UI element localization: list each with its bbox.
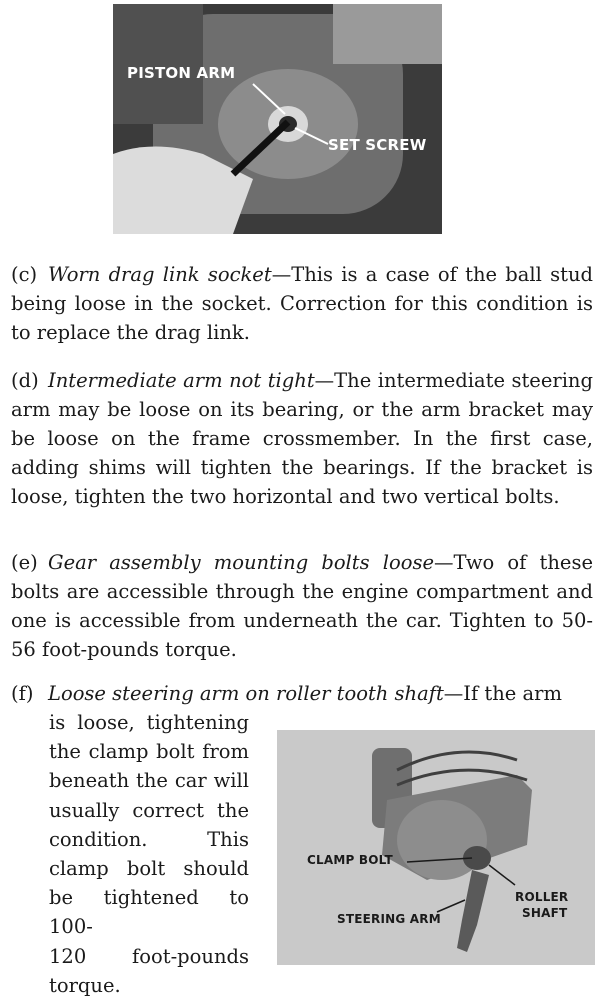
paragraph-f-heading-line: [11, 679, 593, 708]
paragraph-f-body: [49, 708, 249, 1000]
body-line: 120 foot-pounds: [49, 944, 249, 968]
paragraph-text: —If the arm: [443, 682, 562, 705]
body-line: beneath the car will: [49, 769, 249, 793]
paragraph-tag: (d): [11, 369, 39, 392]
photo-illustration: [113, 4, 442, 234]
paragraph-heading: Loose steering arm on roller tooth shaft: [48, 682, 444, 705]
paragraph-text: —This is a case of the ball stud being loose in the socket. Correction for this condition is to replace the drag link.: [11, 263, 593, 344]
photo-steering-gear-assembly: [277, 730, 595, 965]
paragraph-c: [11, 260, 593, 347]
photo-piston-arm-set-screw: [113, 4, 442, 234]
body-line: be tightened to 100-: [49, 886, 249, 939]
body-line: condition. This: [49, 827, 249, 851]
paragraph-text: —The intermediate steering arm may be loose on its bearing, or the arm bracket may be loose on the frame crossmember. In the first case, adding shims will tighten the bearings. If the bracket is loose, tighten the two horizontal and two vertical bolts.: [11, 369, 593, 508]
body-line: is loose, tightening: [49, 711, 249, 734]
label-steering-arm: STEERING ARM: [337, 912, 441, 926]
paragraph-tag: (f): [11, 682, 34, 705]
body-line: torque.: [49, 973, 121, 997]
body-line: clamp bolt should: [49, 857, 249, 881]
body-line: the clamp bolt from: [49, 740, 249, 764]
body-line: usually correct the: [49, 798, 249, 822]
photo-illustration: [277, 730, 595, 965]
paragraph-d: [11, 366, 593, 511]
label-set-screw: SET SCREW: [328, 136, 427, 154]
paragraph-e: [11, 548, 593, 664]
paragraph-heading: Intermediate arm not tight: [48, 369, 315, 392]
paragraph-heading: Gear assembly mounting bolts loose: [48, 551, 435, 574]
paragraph-heading: Worn drag link socket: [48, 263, 272, 286]
paragraph-tag: (c): [11, 263, 38, 286]
paragraph-tag: (e): [11, 551, 38, 574]
label-clamp-bolt: CLAMP BOLT: [307, 853, 393, 867]
label-roller-shaft-line1: ROLLER: [515, 890, 569, 904]
paragraph-text: —Two of these bolts are accessible through the engine compartment and one is accessible from underneath the car. Tighten to 50-56 foot-pounds torque.: [11, 551, 593, 661]
label-roller-shaft-line2: SHAFT: [522, 906, 568, 920]
label-piston-arm: PISTON ARM: [127, 64, 236, 82]
